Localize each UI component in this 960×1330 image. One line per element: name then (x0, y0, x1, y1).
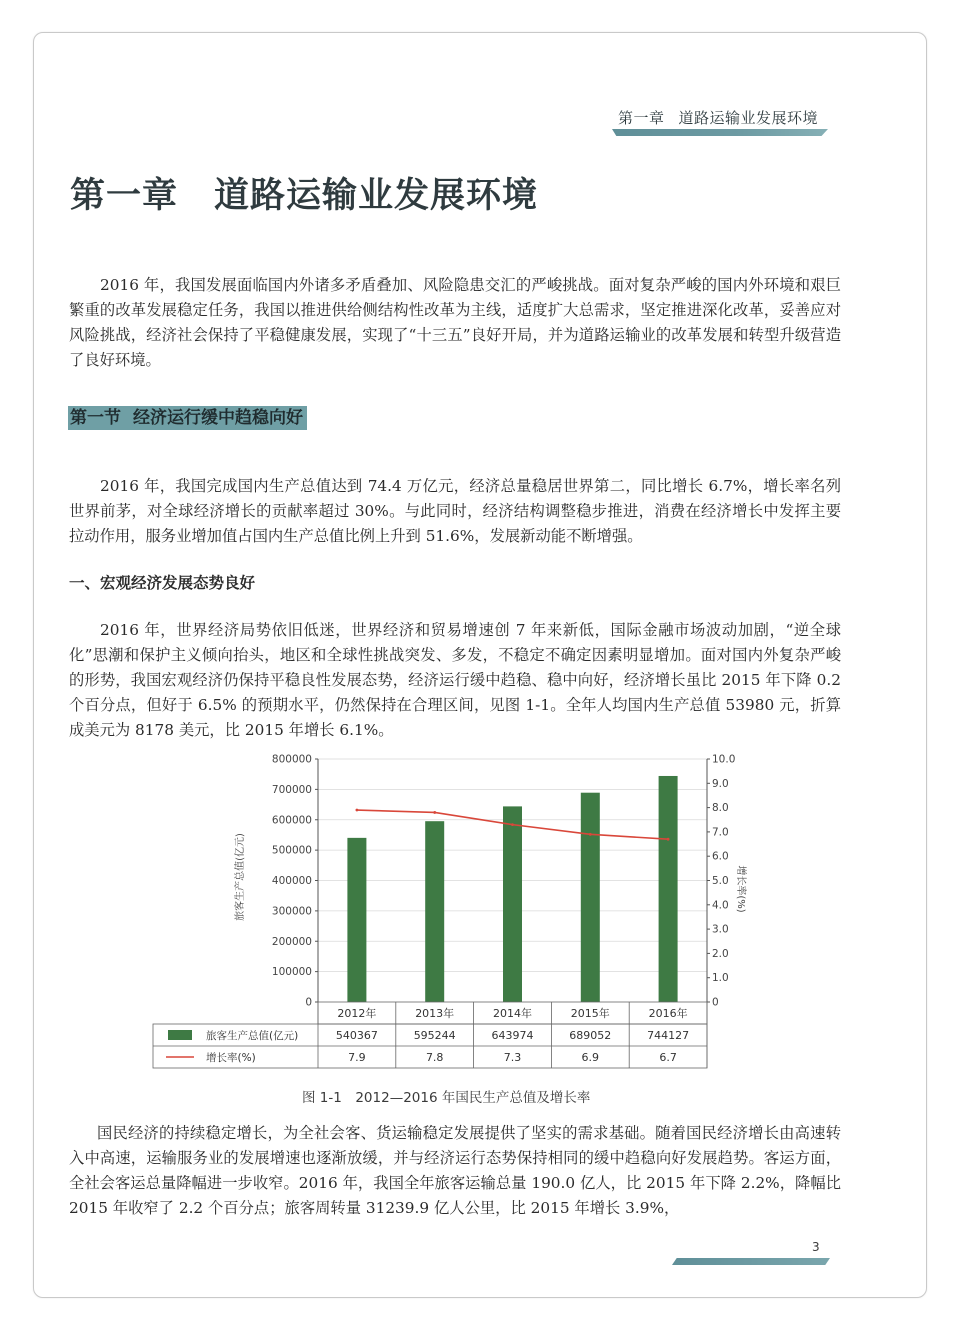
left-tick-label: 400000 (271, 875, 312, 887)
table-cell-value: 6.9 (581, 1051, 600, 1064)
left-tick-label: 300000 (271, 905, 312, 918)
macro-paragraph: 2016 年，世界经济局势依旧低迷，世界经济和贸易增速创 7 年来新低，国际金融市场波动加剧，“逆全球化”思潮和保护主义倾向抬头，地区和全球性挑战突发、多发，不稳定不确定因素明显增加。面对国内外复杂严峻的形势，我国宏观经济仍保持平稳良性发展态势，经济运行缓中趋稳、稳中向好，经济增长虽比 2015 年下降 0.2 个百分点，但好于 6.5% 的预期水平，仍然保持在合理区间，见图 1-1。全年人均国内生产总值 53980 元，折算成美元为 8178 美元，比 2015 年增长 6.1%。 (69, 621, 841, 739)
chapter-number: 第一章 (70, 176, 179, 216)
right-tick-label: 6.0 (712, 850, 729, 863)
page-number: 3 (812, 1240, 820, 1254)
chart-left-ticks (272, 754, 318, 1009)
table-cell-value: 689052 (569, 1029, 612, 1042)
chart-bar (347, 838, 366, 1002)
right-tick-label: 7.0 (712, 826, 729, 839)
table-category-label: 2016年 (648, 1007, 688, 1020)
right-tick-label: 9.0 (712, 777, 729, 790)
table-cell-value: 7.8 (425, 1051, 444, 1064)
right-tick-label: 10.0 (712, 753, 736, 766)
right-tick-label: 8.0 (712, 802, 729, 815)
left-tick-label: 0 (305, 996, 312, 1009)
section-number: 第一节 (70, 408, 121, 428)
chart-right-axis-label: 增长率(%) (735, 865, 746, 913)
chart-bar (659, 776, 678, 1002)
subheading: 一、宏观经济发展态势良好 (69, 574, 256, 592)
table-cell-value: 744127 (647, 1029, 690, 1042)
table-cell-value: 7.9 (348, 1051, 366, 1064)
left-tick-label: 200000 (271, 935, 312, 948)
right-tick-label: 0 (712, 996, 719, 1009)
left-tick-label: 700000 (271, 783, 312, 796)
right-tick-label: 1.0 (712, 972, 729, 985)
left-tick-label: 500000 (271, 844, 312, 857)
footer-accent-bar (672, 1258, 830, 1265)
table-category-label: 2014年 (493, 1007, 532, 1020)
growth-line-point (433, 811, 436, 814)
growth-line-point (589, 833, 592, 836)
growth-line-point (511, 823, 514, 826)
chart-data-table (153, 1002, 707, 1068)
right-tick-label: 5.0 (712, 875, 729, 887)
table-cell-value: 540367 (335, 1029, 378, 1042)
section-heading (68, 406, 307, 430)
chart-left-axis-label: 旅客生产总值(亿元) (235, 833, 246, 921)
chart-bar (425, 821, 444, 1002)
right-tick-label: 2.0 (712, 947, 729, 960)
chart-bar (503, 806, 522, 1002)
closing-paragraph: 国民经济的持续稳定增长，为全社会客、货运输稳定发展提供了坚实的需求基础。随着国民经济增长由高速转入中高速，运输服务业的发展增速也逐渐放缓，并与经济运行态势保持相同的缓中趋稳向好发展趋势。客运方面，全社会客运总量降幅进一步收窄。2016 年，我国全年旅客运输总量 190.0 亿人，比 2015 年下降 2.2%，降幅比 2015 年收窄了 2.2 个百分点；旅客周转量 31239.9 亿人公里，比 2015 年增长 3.9%， (69, 1124, 841, 1217)
header-accent-bar (612, 129, 828, 136)
figure-caption: 图 1-1 2012—2016 年国民生产总值及增长率 (302, 1090, 591, 1106)
left-tick-label: 100000 (271, 966, 312, 979)
table-cell-value: 643974 (491, 1029, 534, 1042)
left-tick-label: 800000 (271, 753, 312, 766)
growth-line-point (356, 809, 359, 812)
left-tick-label: 600000 (271, 814, 312, 827)
section-paragraph: 2016 年，我国完成国内生产总值达到 74.4 万亿元，经济总量稳居世界第二，同比增长 6.7%，增长率名列世界前茅，对全球经济增长的贡献率超过 30%。与此同时，经济结构调整稳步推进，消费在经济增长中发挥主要拉动作用，服务业增加值占国内生产总值比例上升到 51.6%，发展新动能不断增强。 (69, 477, 841, 545)
running-header-chapter: 第一章 (618, 109, 665, 127)
table-cell-value: 595244 (413, 1029, 456, 1042)
section-name: 经济运行缓中趋稳向好 (133, 408, 303, 428)
intro-paragraph: 2016 年，我国发展面临国内外诸多矛盾叠加、风险隐患交汇的严峻挑战。面对复杂严峻的国内外环境和艰巨繁重的改革发展稳定任务，我国以推进供给侧结构性改革为主线，适度扩大总需求，坚定推进深化改革，妥善应对风险挑战，经济社会保持了平稳健康发展，实现了“十三五”良好开局，并为道路运输业的改革发展和转型升级营造了良好环境。 (69, 276, 841, 369)
table-cell-value: 6.7 (659, 1051, 677, 1064)
growth-line-point (667, 838, 670, 841)
right-tick-label: 4.0 (712, 899, 729, 912)
gdp-chart (150, 748, 746, 1078)
table-category-label: 2012年 (337, 1007, 377, 1020)
running-header (618, 107, 818, 128)
chart-bar (581, 793, 600, 1002)
table-category-label: 2013年 (415, 1007, 455, 1020)
chapter-title (70, 168, 538, 218)
table-row-label: 旅客生产总值(亿元) (206, 1030, 299, 1042)
table-row-label: 增长率(%) (206, 1052, 256, 1064)
legend-bar-swatch (168, 1030, 192, 1040)
chapter-name: 道路运输业发展环境 (214, 176, 539, 216)
running-header-title: 道路运输业发展环境 (678, 109, 819, 127)
table-cell-value: 7.3 (503, 1051, 522, 1064)
chart-bars (347, 776, 677, 1002)
table-category-label: 2015年 (570, 1007, 610, 1020)
right-tick-label: 3.0 (712, 923, 729, 936)
